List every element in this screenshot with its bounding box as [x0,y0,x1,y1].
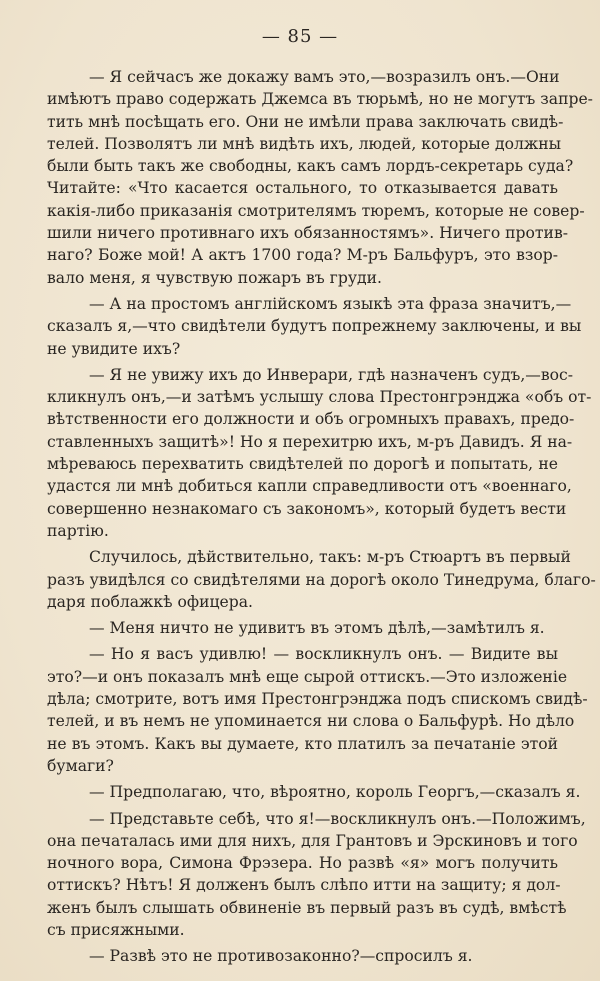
text-line: мѣреваюсь перехватить свидѣтелей по дорогѣ и попытать, не [47,455,558,474]
text-line: — Меня ничто не удивитъ въ этомъ дѣлѣ,—замѣтилъ я. [89,619,545,638]
text-line: не увидите ихъ? [47,339,181,358]
text-line: разъ увидѣлся со свидѣтелями на дорогѣ около Тинедрума, благо- [47,570,596,589]
text-line: ночного вора, Симона Фрэзера. Но развѣ «я» могъ получить [47,854,558,873]
text-line: — Представьте себѣ, что я!—воскликнулъ онъ.—Положимъ, [89,809,586,828]
text-line: — Предполагаю, что, вѣроятно, король Георгъ,—сказалъ я. [89,783,581,802]
text-line: — Но я васъ удивлю! — воскликнулъ онъ. — Видите вы [89,645,558,664]
text-line: — Я сейчасъ же докажу вамъ это,—возразилъ онъ.—Они [89,68,560,86]
text-line: телей. Позволятъ ли мнѣ видѣть ихъ, людей, которые должны [47,134,562,153]
text-line: вало меня, я чувствую пожаръ въ груди. [47,268,382,287]
text-line: не въ этомъ. Какъ вы думаете, кто платилъ за печатаніе этой [47,734,558,753]
text-line: женъ былъ слышать обвиненіе въ первый разъ въ судѣ, вмѣстѣ [47,898,567,917]
text-line: — Я не увижу ихъ до Инверари, гдѣ назначенъ судъ,—вос- [89,365,574,384]
text-line: наго? Боже мой! А актъ 1700 года? М-ръ Бальфуръ, это взор- [47,246,558,265]
body-text [47,66,596,972]
text-line: кликнулъ онъ,—и затѣмъ услышу слова Престонгрэнджа «объ от- [47,388,592,407]
text-line: это?—и онъ показалъ мнѣ еще сырой оттискъ.—Это изложеніе [47,667,568,686]
text-line: — А на простомъ англійскомъ языкѣ эта фраза значитъ,— [89,294,572,313]
paragraph [47,546,596,613]
paragraph [47,364,592,542]
text-line: телей, и въ немъ не упоминается ни слова о Бальфурѣ. Но дѣло [47,712,575,731]
text-line: Читайте: «Что касается остального, то отказывается давать [47,179,558,198]
paragraph [47,781,581,803]
text-line: партію. [47,521,109,540]
text-line: она печаталась ими для нихъ, для Грантовъ и Эрскиновъ и того [47,831,578,850]
text-line: какія-либо приказанія смотрителямъ тюремъ, которые не совер- [47,201,585,220]
paragraph [47,293,582,360]
text-line: были быть такъ же свободны, какъ самъ лордъ-секретарь суда? [47,157,574,176]
text-line: тить мнѣ посѣщать его. Они не имѣли права заключать свидѣ- [47,112,564,131]
text-line: имѣютъ право содержать Джемса въ тюрьмѣ, но не могутъ запре- [47,90,593,109]
paragraph [47,945,558,967]
text-line: даря поблажкѣ офицера. [47,592,253,611]
text-line: совершенно незнакомаго съ закономъ», который будетъ вести [47,499,567,518]
text-line: ставленныхъ защитѣ»! Но я перехитрю ихъ, м-ръ Давидъ. Я на- [47,432,573,451]
paragraph [47,643,588,777]
text-line: дѣла; смотрите, вотъ имя Престонгрэнджа подъ спискомъ свидѣ- [47,690,588,709]
paragraph [47,617,558,639]
text-line: оттискъ? Нѣтъ! Я долженъ былъ слѣпо итти на защиту; я дол- [47,876,561,895]
text-line: удастся ли мнѣ добиться капли справедливости отъ «военнаго, [47,477,572,496]
text-line: Случилось, дѣйствительно, такъ: м-ръ Стюартъ въ первый [89,548,571,567]
text-line: вѣтственности его должности и объ огромныхъ правахъ, предо- [47,410,575,429]
page-number: — 85 — [261,26,339,47]
text-line: съ присяжными. [47,920,185,939]
text-line: шили ничего противнаго ихъ обязанностямъ». Ничего против- [47,224,568,243]
text-line: бумаги? [47,756,114,775]
text-line: — Развѣ это не противозаконно?—спросилъ я. [89,947,473,966]
text-line: сказалъ я,—что свидѣтели будутъ попрежнему заключены, и вы [47,317,582,336]
paragraph [47,808,586,942]
paragraph [47,66,593,289]
